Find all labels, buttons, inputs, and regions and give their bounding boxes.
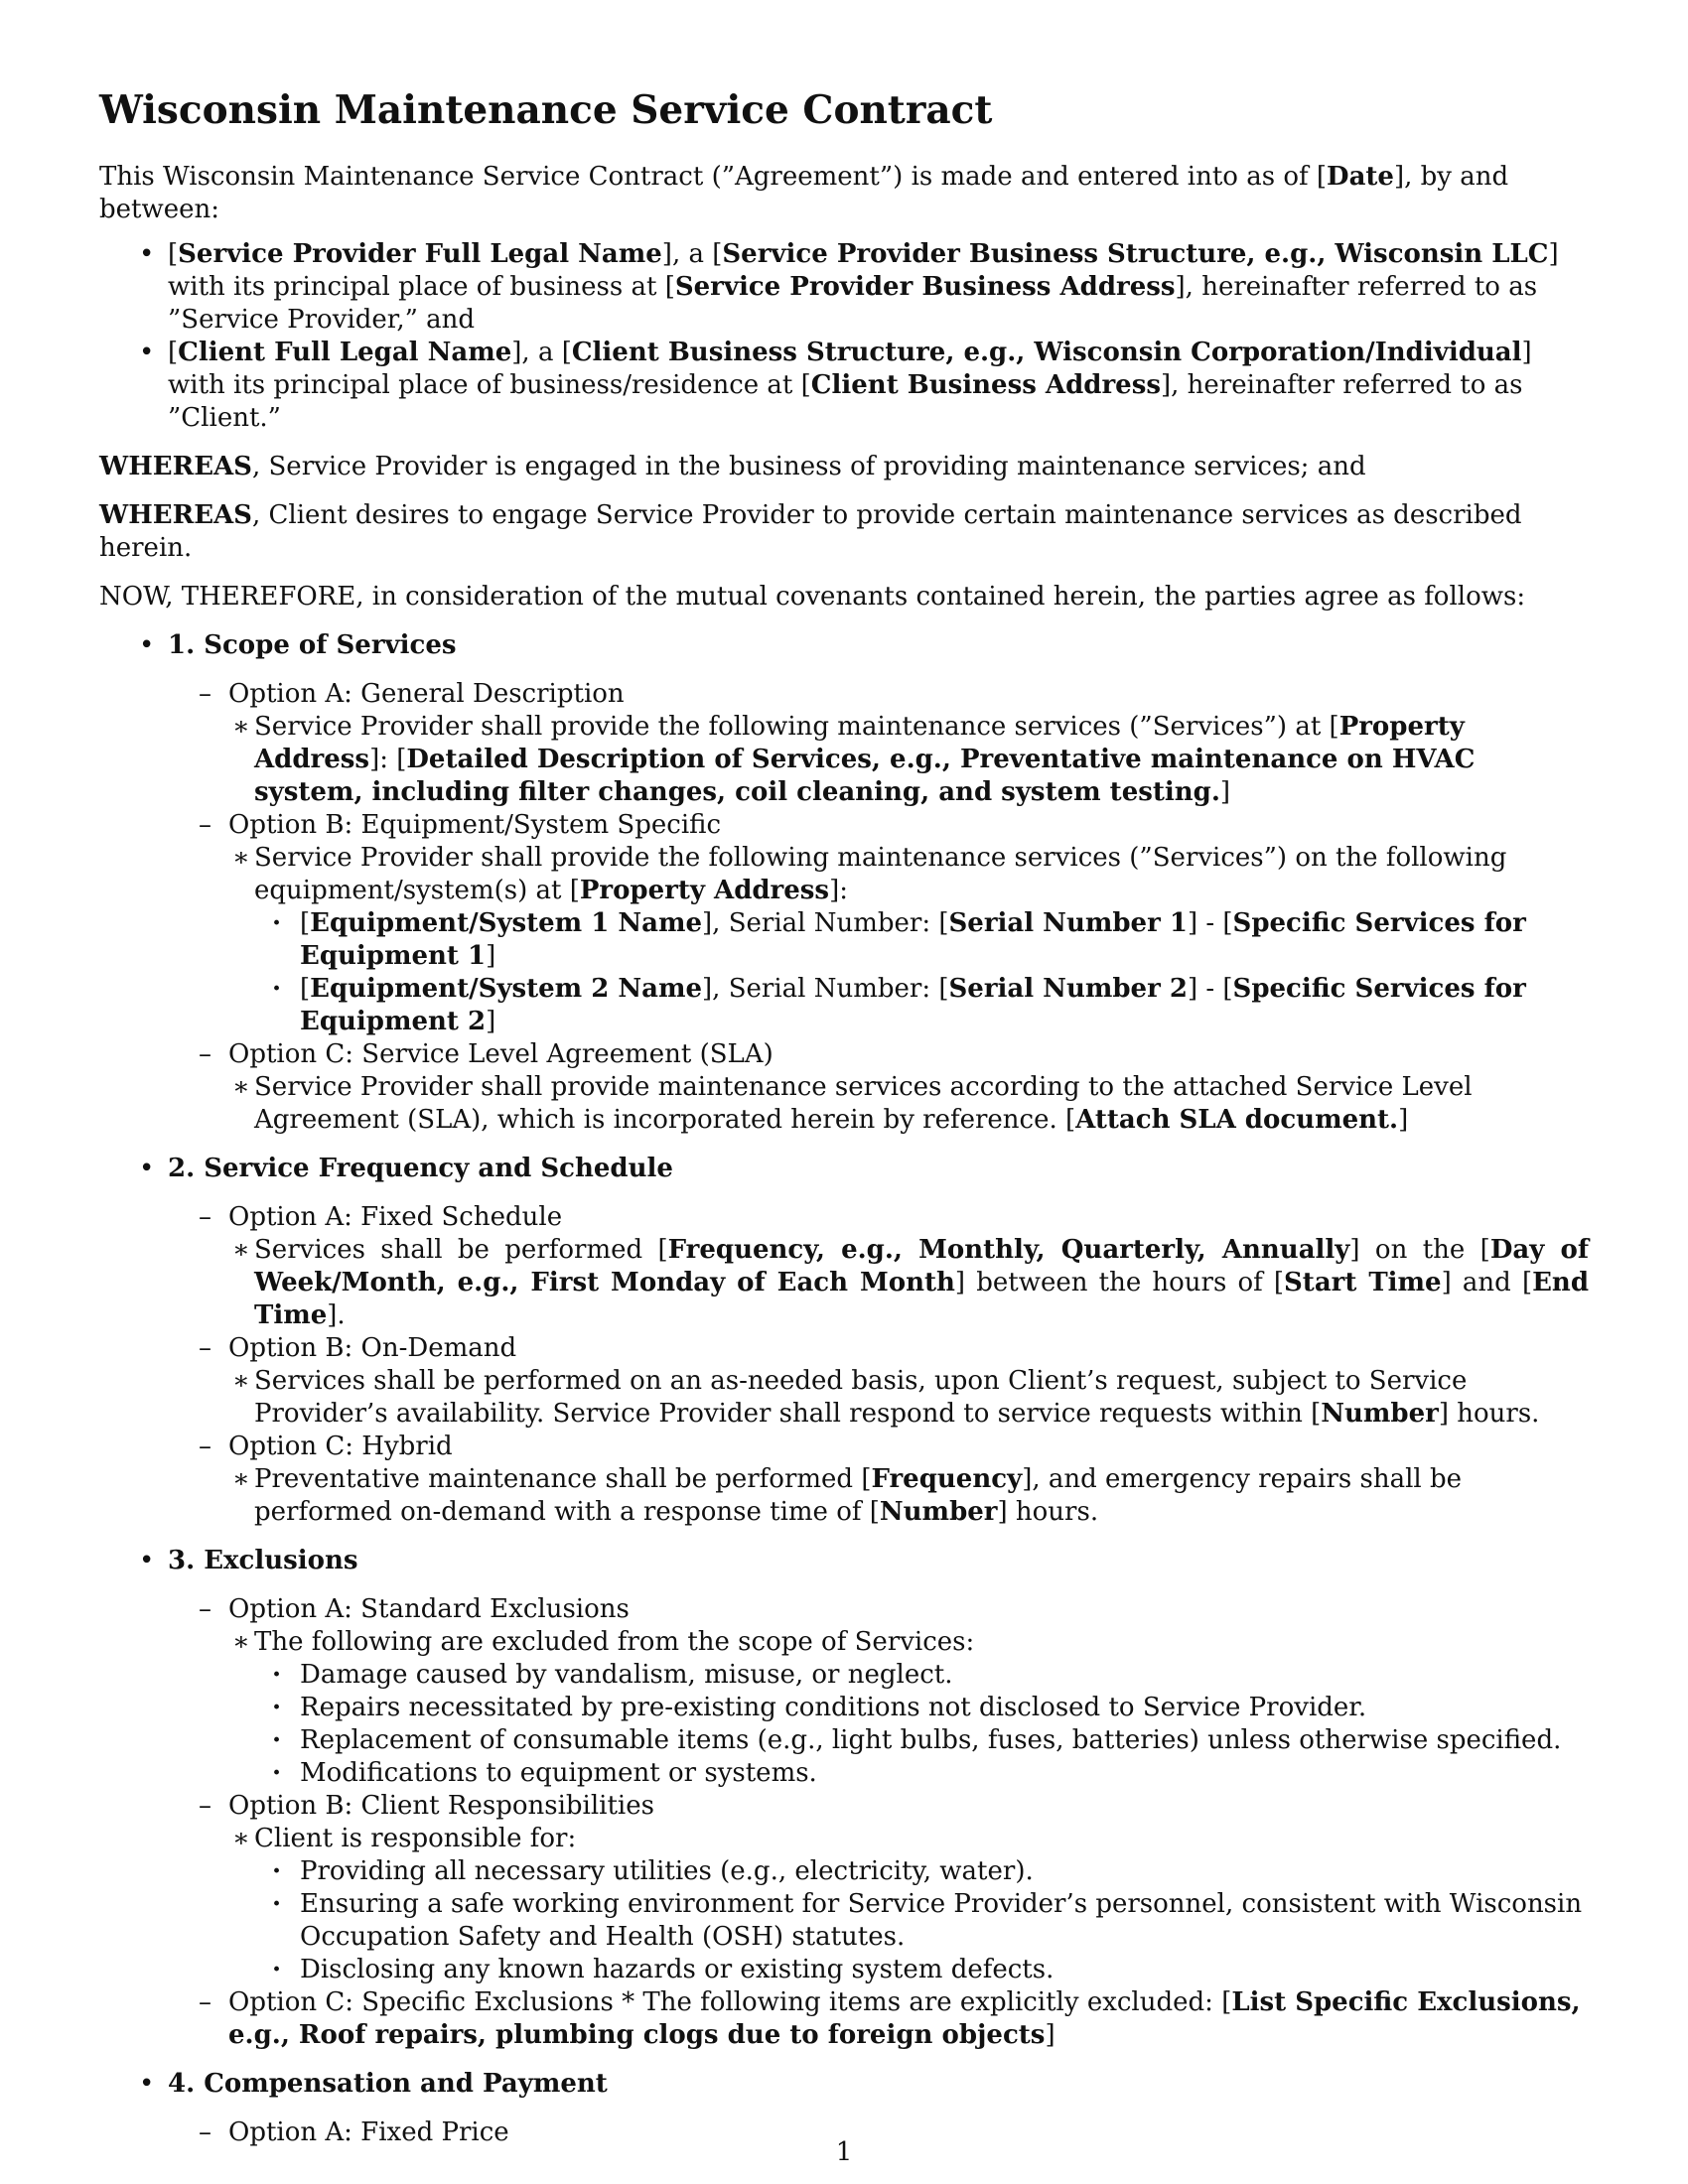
clause-item: ∗ The following are excluded from the scope of Services: · Damage caused by vandalism, misuse, or neglect. · Repairs necessitated by pre-existing conditions not disclosed to Service Provider. · Replacement of consumable items (e.g., light bulbs, fuses, batteries) unless otherwise specified. · Modifications to equipment or systems.: [228, 1626, 1589, 1790]
whereas-clause-2: WHEREAS, Client desires to engage Service Provider to provide certain maintenance services as described herein.: [99, 500, 1522, 563]
intro-text-end: ], by and between:: [99, 162, 1509, 224]
option-label: Option B: Client Responsibilities: [228, 1791, 654, 1821]
contract-body: [99, 87, 1589, 2165]
option-item: [99, 1038, 1589, 1137]
section-title: 2. Service Frequency and Schedule: [168, 1154, 673, 1183]
section-title: 4. Compensation and Payment: [168, 2069, 608, 2099]
intro-paragraph: [99, 161, 1589, 226]
sections-list: [99, 629, 1589, 2149]
client-name-placeholder: Client Full Legal Name: [178, 338, 512, 367]
page-number: 1: [835, 2137, 853, 2167]
option-label: Option B: Equipment/System Specific: [228, 810, 722, 840]
option-item: [99, 678, 1589, 809]
equipment-item: · [Equipment/System 1 Name], Serial Number: [Serial Number 1] - [Specific Services for Equipment 1]: [254, 907, 1589, 973]
intro-text: This Wisconsin Maintenance Service Contract (”Agreement”) is made and entered into as of [: [99, 162, 1328, 192]
section-title: 1. Scope of Services: [168, 630, 457, 660]
sp-structure-placeholder: Service Provider Business Structure, e.g., Wisconsin LLC: [722, 239, 1549, 269]
document-title: Wisconsin Maintenance Service Contract: [99, 87, 993, 133]
clause-item: ∗ Services shall be performed [Frequency, e.g., Monthly, Quarterly, Annually] on the [Day of Week/Month, e.g., First Monday of Each Month] between the hours of [Start Time] and [End Time].: [228, 1234, 1589, 1332]
responsibility-item: · Providing all necessary utilities (e.g., electricity, water).: [254, 1855, 1589, 1888]
sp-address-placeholder: Service Provider Business Address: [674, 272, 1176, 302]
exclusion-item: · Modifications to equipment or systems.: [254, 1757, 1589, 1790]
exclusion-item: · Repairs necessitated by pre-existing conditions not disclosed to Service Provider.: [254, 1692, 1589, 1724]
parties-list: [99, 238, 1589, 435]
option-item: [99, 1790, 1589, 1986]
party-client: • [Client Full Legal Name], a [Client Business Structure, e.g., Wisconsin Corporation/Individual] with its principal place of business/residence at [Client Business Address], hereinafter referred to as ”Client.”: [99, 337, 1589, 435]
option-label: Option A: Fixed Price: [228, 2117, 509, 2147]
section-exclusions: [99, 1545, 1589, 2052]
sp-name-placeholder: Service Provider Full Legal Name: [178, 239, 662, 269]
now-therefore-clause: NOW, THEREFORE, in consideration of the mutual covenants contained herein, the parties agree as follows:: [99, 582, 1526, 612]
section-service-frequency: [99, 1153, 1589, 1529]
option-label: Option C: Service Level Agreement (SLA): [228, 1039, 774, 1069]
responsibility-item: · Ensuring a safe working environment for Service Provider’s personnel, consistent with Wisconsin Occupation Safety and Health (OSH) statutes.: [254, 1888, 1589, 1954]
responsibility-item: · Disclosing any known hazards or existing system defects.: [254, 1954, 1589, 1986]
option-item: [99, 1431, 1589, 1529]
clause-item: ∗ Services shall be performed on an as-needed basis, upon Client’s request, subject to Service Provider’s availability. Service Provider shall respond to service requests within [Number] hours.: [228, 1365, 1589, 1431]
equipment-item: · [Equipment/System 2 Name], Serial Number: [Serial Number 2] - [Specific Services for Equipment 2]: [254, 973, 1589, 1038]
date-placeholder: Date: [1327, 162, 1394, 192]
option-item: [99, 809, 1589, 1038]
client-address-placeholder: Client Business Address: [810, 370, 1161, 400]
option-label: Option B: On-Demand: [228, 1333, 517, 1363]
client-structure-placeholder: Client Business Structure, e.g., Wisconsin Corporation/Individual: [571, 338, 1522, 367]
clause-item: ∗ Client is responsible for: · Providing all necessary utilities (e.g., electricity, water). · Ensuring a safe working environment for Service Provider’s personnel, consistent with Wisconsin Occupation Safety and Health (OSH) statutes. · Disclosing any known hazards or existing system defects.: [228, 1823, 1589, 1986]
clause-item: ∗ Service Provider shall provide maintenance services according to the attached Service Level Agreement (SLA), which is incorporated herein by reference. [Attach SLA document.]: [228, 1071, 1589, 1137]
option-label: Option C: Hybrid: [228, 1432, 453, 1461]
exclusion-item: · Replacement of consumable items (e.g., light bulbs, fuses, batteries) unless otherwise specified.: [254, 1724, 1589, 1757]
whereas-clause-1: WHEREAS, Service Provider is engaged in the business of providing maintenance services; and: [99, 452, 1366, 481]
option-label: Option A: Standard Exclusions: [228, 1594, 630, 1624]
option-label: Option A: General Description: [228, 679, 625, 709]
clause-item: ∗ Preventative maintenance shall be performed [Frequency], and emergency repairs shall be performed on-demand with a response time of [Number] hours.: [228, 1463, 1589, 1529]
option-item: – Option C: Specific Exclusions * The following items are explicitly excluded: [List Specific Exclusions, e.g., Roof repairs, plumbing clogs due to foreign objects]: [99, 1986, 1589, 2052]
section-scope-of-services: [99, 629, 1589, 1137]
exclusion-item: · Damage caused by vandalism, misuse, or neglect.: [254, 1659, 1589, 1692]
option-item: [99, 1593, 1589, 1790]
clause-item: ∗ Service Provider shall provide the following maintenance services (”Services”) at [Property Address]: [Detailed Description of Services, e.g., Preventative maintenance on HVAC system, including filter changes, coil cleaning, and system testing.]: [228, 711, 1589, 809]
option-label: Option A: Fixed Schedule: [228, 1202, 563, 1232]
section-title: 3. Exclusions: [168, 1546, 358, 1575]
option-label: Option C: Specific Exclusions * The following items are explicitly excluded: [: [228, 1987, 1232, 2017]
clause-item: ∗ Service Provider shall provide the following maintenance services (”Services”) on the following equipment/system(s) at [Property Address]: · [Equipment/System 1 Name], Serial Number: [Serial Number 1] - [Specific Services for Equipment 1] · [Equipment/System 2 Name], Serial Number: [Serial Number 2] - [Specific Services for Equipment 2]: [228, 842, 1589, 1038]
option-item: [99, 1332, 1589, 1431]
party-service-provider: • [Service Provider Full Legal Name], a [Service Provider Business Structure, e.g., Wisconsin LLC] with its principal place of business at [Service Provider Business Address], hereinafter referred to as ”Service Provider,” and: [99, 238, 1589, 337]
option-item: [99, 1201, 1589, 1332]
